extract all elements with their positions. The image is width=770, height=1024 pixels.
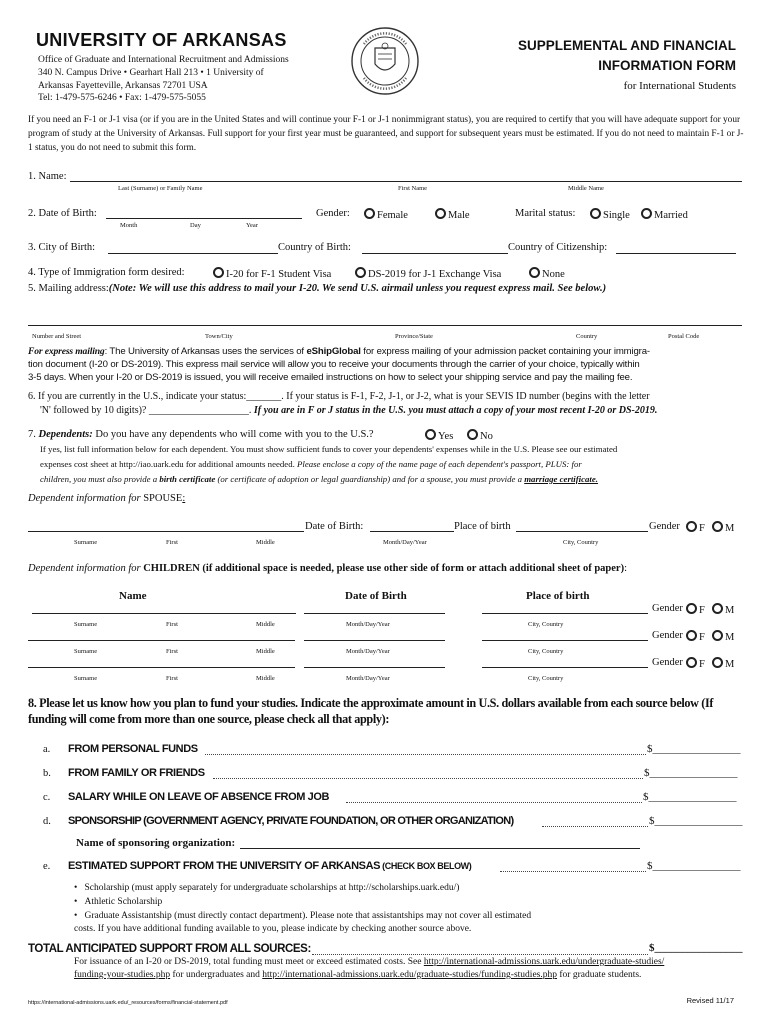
spouse-heading-strong: SPOUSE [143,493,183,504]
name-middle-caption: Middle Name [568,185,604,192]
address-country-caption: Country [576,333,598,340]
funding-e-letter: e. [43,861,51,872]
spouse-heading-text: Dependent information for [28,493,144,504]
radio-icon[interactable] [590,208,601,219]
gender-label: Gender: [316,208,350,219]
funding-e-text: ESTIMATED SUPPORT FROM THE UNIVERSITY OF ARKANSAS [68,860,381,872]
status-question-line-1: 6. If you are currently in the U.S., indicate your status:_______. If your status is F-1, F-2, J-1, or J-2, what is your SEVIS ID number (begins with the letter [28,391,650,402]
marriage-certificate-text: marriage certificate. [524,474,598,484]
express-text-2: for express mailing of your admission packet containing your immigra- [360,346,650,357]
bullet-athletic[interactable] [74,897,162,907]
gender-female-option[interactable] [364,208,408,221]
immigration-form-label: 4. Type of Immigration form desired: [28,267,185,278]
name-input-line[interactable] [70,181,742,182]
dependents-label: Dependents: [38,429,93,440]
bullet-icon: • [74,883,85,893]
child-1-first-caption: First [166,621,178,628]
child-3-pob-input[interactable] [482,667,648,668]
spouse-dob-input[interactable] [370,531,454,532]
birth-certificate-text: birth certificate [159,474,216,484]
child-1-gender-label: Gender [652,603,683,614]
undergrad-funding-link[interactable]: http://international-admissions.uark.edu/undergraduate-studies/ [423,957,665,967]
dependents-info-line-3 [40,474,598,484]
dependents-yes-option[interactable] [425,429,453,442]
funding-b-amount[interactable]: $________________ [644,767,738,779]
child-2-gender-label: Gender [652,630,683,641]
children-col-pob: Place of birth [526,590,590,602]
spouse-gender-m-label: M [725,523,735,534]
radio-icon[interactable] [686,657,697,668]
child-1-name-input[interactable] [32,613,296,614]
funding-a-letter: a. [43,744,51,755]
spouse-heading [28,493,185,504]
sponsor-name-input[interactable] [240,848,640,849]
funding-c-label: SALARY WHILE ON LEAVE OF ABSENCE FROM JOB [68,791,330,803]
gender-female-label: Female [377,210,408,221]
children-col-dob: Date of Birth [345,590,407,602]
intro-paragraph: If you need an F-1 or J-1 visa (or if you are in the United States and will continue your F-1 or J-1 nonimmigrant status), you are required to certify that you will have adequate support for your program of study at the University of Arkansas. Full support for your first year must be guaranteed, and support for subsequent years must be estimated. If you do not need to maintain F-1 or J-1 status, you do not need to submit this form. [28,115,744,153]
undergrad-funding-link-cont[interactable]: funding-your-studies.php [74,970,171,980]
name-first-caption: First Name [398,185,428,192]
gender-male-option[interactable] [435,208,470,221]
child-3-first-caption: First [166,675,178,682]
immigration-i20-label: I-20 for F-1 Student Visa [226,269,332,280]
child-1-gender-f-label: F [699,605,705,616]
form-title-line-2: INFORMATION FORM [598,58,736,73]
dob-label: 2. Date of Birth: [28,208,97,219]
express-lead: For express mailing [28,346,105,357]
city-of-birth-label: 3. City of Birth: [28,242,96,253]
funding-a-leader [205,754,646,755]
total-note-line-2 [74,970,641,980]
radio-icon[interactable] [364,208,375,219]
spouse-pob-input[interactable] [516,531,648,532]
radio-icon[interactable] [467,429,478,440]
name-last-caption: Last (Surname) or Family Name [118,185,203,192]
child-2-gender-f-option[interactable] [686,630,705,643]
spouse-mdy-caption: Month/Day/Year [383,539,427,546]
country-of-birth-label: Country of Birth: [278,242,351,253]
radio-icon[interactable] [425,429,436,440]
funding-c-leader [346,802,642,803]
spouse-name-input[interactable] [28,531,304,532]
dependents-yes-label: Yes [438,431,454,442]
funding-e-leader [500,871,646,872]
bullet-icon: • [74,897,85,907]
marital-married-option[interactable] [641,208,688,221]
immigration-ds2019-option[interactable] [355,267,501,280]
phone-fax: Tel: 1-479-575-6246 • Fax: 1-479-575-5055 [38,93,206,103]
radio-icon[interactable] [213,267,224,278]
funding-b-label: FROM FAMILY OR FRIENDS [68,767,205,779]
spouse-gender-label: Gender [649,521,680,532]
total-note-text-2: for undergraduates and [170,970,263,980]
radio-icon[interactable] [355,267,366,278]
bullet-athletic-text: Athletic Scholarship [84,897,163,907]
dependents-number: 7. [28,429,39,440]
funding-e-sub: (CHECK BOX BELOW) [380,861,472,871]
radio-icon[interactable] [686,521,697,532]
spouse-citycountry-caption: City, Country [563,539,599,546]
child-1-citycountry-caption: City, Country [528,621,564,628]
bullet-scholarship[interactable] [74,883,459,893]
gender-male-label: Male [448,210,470,221]
citizenship-input[interactable] [616,253,736,254]
radio-icon[interactable] [641,208,652,219]
spouse-pob-label: Place of birth [454,521,511,532]
total-note-text: For issuance of an I-20 or DS-2019, total funding must meet or exceed estimated costs. See [74,957,424,967]
express-text: : The University of Arkansas uses the services of [104,346,307,357]
child-3-gender-f-option[interactable] [686,657,705,670]
dependents-question-text: Do you have any dependents who will come with you to the U.S.? [92,429,374,440]
funding-question: 8. Please let us know how you plan to fund your studies. Indicate the approximate amount in U.S. dollars available from each source below (If funding will come from more than one source, please check all that apply): [28,696,714,726]
radio-icon[interactable] [686,630,697,641]
marital-status-label: Marital status: [515,208,576,219]
spouse-first-caption: First [166,539,178,546]
child-2-gender-m-option[interactable] [712,630,734,643]
dob-input-line[interactable] [106,218,302,219]
child-1-middle-caption: Middle [256,621,275,628]
express-line-2: tion document (I-20 or DS-2019). This express mail service will allow you to receive your documents through the carrier of your choice, typically within [28,359,640,370]
dependents-info-line-1: If yes, list full information below for each dependent. You must show sufficient funds to cover your dependents' expenses while in the U.S. Please see our estimated [40,444,618,454]
dependents-cost-note: expenses cost sheet at http://iao.uark.edu for additional amounts needed. [40,459,297,469]
child-3-gender-m-label: M [725,659,735,670]
address-line-2: Arkansas Fayetteville, Arkansas 72701 USA [38,81,208,91]
total-label: TOTAL ANTICIPATED SUPPORT FROM ALL SOURCES: [28,943,311,955]
child-2-pob-input[interactable] [482,640,648,641]
mailing-address-row [28,283,606,294]
radio-icon[interactable] [529,267,540,278]
funding-b-leader [213,778,643,779]
dependents-question [28,429,374,440]
total-note-line-1 [74,957,664,967]
university-name: UNIVERSITY OF ARKANSAS [36,30,287,50]
immigration-none-label: None [542,269,565,280]
dependents-passport-note: Please enclose a copy of the name page of each dependent's passport, PLUS: for [297,459,582,469]
child-1-mdy-caption: Month/Day/Year [346,621,390,628]
radio-icon[interactable] [712,657,723,668]
spouse-heading-colon: : [182,493,186,504]
marital-married-label: Married [654,210,688,221]
funding-d-amount[interactable]: $________________ [649,815,743,827]
dob-month-caption: Month [120,222,138,229]
address-town-caption: Town/City [205,333,233,340]
funding-c-letter: c. [43,792,51,803]
child-2-gender-f-label: F [699,632,705,643]
child-2-dob-input[interactable] [304,640,445,641]
child-3-dob-input[interactable] [304,667,445,668]
marital-single-option[interactable] [590,208,630,221]
child-2-middle-caption: Middle [256,648,275,655]
child-1-dob-input[interactable] [304,613,445,614]
spouse-dob-label: Date of Birth: [305,521,364,532]
child-1-surname-caption: Surname [74,621,98,628]
spouse-doc-note: (or certificate of adoption or legal guardianship) and for a spouse, you must provide a [215,474,525,484]
child-3-citycountry-caption: City, Country [528,675,564,682]
child-2-citycountry-caption: City, Country [528,648,564,655]
radio-icon[interactable] [712,630,723,641]
citizenship-label: Country of Citizenship: [508,242,608,253]
funding-a-amount[interactable]: $________________ [647,743,741,755]
child-1-gender-m-label: M [725,605,735,616]
bullet-scholarship-text: Scholarship (must apply separately for undergraduate scholarships at http://scholarships.uark.edu/) [84,883,460,893]
child-2-name-input[interactable] [28,640,295,641]
express-line-3: 3-5 days. When your I-20 or DS-2019 is issued, you will receive emailed instructions on how to select your shipping service and pay the mailing fee. [28,372,633,383]
funding-e-label [68,860,471,872]
children-col-name: Name [119,590,147,602]
child-3-surname-caption: Surname [74,675,98,682]
children-doc-note: children, you must also provide a [40,474,160,484]
immigration-none-option[interactable] [529,267,565,280]
status-attach-note: If you are in F or J status in the U.S. you must attach a copy of your most recent I-20 or DS-2019. [253,405,658,416]
status-question-line-2 [40,405,657,416]
funding-d-label: SPONSORSHIP (GOVERNMENT AGENCY, PRIVATE FOUNDATION, OR OTHER ORGANIZATION) [68,815,514,827]
total-amount[interactable]: $________________ [649,942,743,954]
spouse-surname-caption: Surname [74,539,98,546]
spouse-gender-f-label: F [699,523,705,534]
form-title-line-1: SUPPLEMENTAL AND FINANCIAL [518,38,736,53]
spouse-middle-caption: Middle [256,539,275,546]
form-subtitle: for International Students [623,80,736,92]
radio-icon[interactable] [686,603,697,614]
funding-c-amount[interactable]: $________________ [643,791,737,803]
marital-single-label: Single [603,210,630,221]
child-2-first-caption: First [166,648,178,655]
child-3-middle-caption: Middle [256,675,275,682]
child-2-surname-caption: Surname [74,648,98,655]
sponsor-name-label: Name of sponsoring organization: [76,837,236,849]
address-postal-caption: Postal Code [668,333,700,340]
child-1-gender-f-option[interactable] [686,603,705,616]
child-1-gender-m-option[interactable] [712,603,734,616]
funding-d-leader [542,826,648,827]
mailing-address-label: 5. Mailing address: [28,283,109,294]
radio-icon[interactable] [712,521,723,532]
immigration-i20-option[interactable] [213,267,331,280]
child-3-gender-m-option[interactable] [712,657,734,670]
spouse-gender-f-option[interactable] [686,521,705,534]
children-heading [28,563,627,574]
city-of-birth-input[interactable] [108,253,278,254]
express-line-1 [28,346,650,357]
child-2-gender-m-label: M [725,632,735,643]
children-heading-text: Dependent information for [28,563,144,574]
dob-year-caption: Year [246,222,258,229]
child-3-name-input[interactable] [28,667,295,668]
child-3-mdy-caption: Month/Day/Year [346,675,390,682]
children-heading-strong: CHILDREN (if additional space is needed, please use other side of form or attach additional sheet of paper) [143,563,625,574]
bullet-assistantship-text: Graduate Assistantship (must directly contact department). Please note that assistantships may not cover all estimated [84,911,532,921]
express-brand: eShipGlobal [306,346,361,357]
dependents-info-line-2 [40,459,582,469]
office-name: Office of Graduate and International Recruitment and Admissions [38,55,289,65]
bullet-icon: • [74,911,85,921]
immigration-ds2019-label: DS-2019 for J-1 Exchange Visa [368,269,502,280]
funding-d-letter: d. [43,816,51,827]
bullet-continuation: costs. If you have additional funding available to you, please indicate by checking another source above. [74,924,472,934]
bullet-assistantship[interactable] [74,911,531,921]
radio-icon[interactable] [712,603,723,614]
footer-url: https://international-admissions.uark.edu/_resources/forms/financial-statement.pdf [28,1000,228,1006]
dependents-no-option[interactable] [467,429,493,442]
funding-b-letter: b. [43,768,51,779]
child-1-pob-input[interactable] [482,613,648,614]
funding-e-amount[interactable]: $________________ [647,860,741,872]
radio-icon[interactable] [435,208,446,219]
mailing-address-input[interactable] [28,325,742,326]
funding-a-label: FROM PERSONAL FUNDS [68,743,198,755]
spouse-gender-m-option[interactable] [712,521,734,534]
address-province-caption: Province/State [395,333,433,340]
sevis-id-prompt: 'N' followed by 10 digits)? ____________________. [40,405,254,416]
child-3-gender-f-label: F [699,659,705,670]
name-label: 1. Name: [28,171,67,182]
child-3-gender-label: Gender [652,657,683,668]
footer-revised: Revised 11/17 [686,996,734,1005]
children-heading-colon: : [624,563,627,574]
grad-funding-link[interactable]: http://international-admissions.uark.edu/graduate-studies/funding-studies.php [262,970,557,980]
child-2-mdy-caption: Month/Day/Year [346,648,390,655]
dob-day-caption: Day [190,222,201,229]
university-seal [350,26,420,96]
mailing-address-note: (Note: We will use this address to mail your I-20. We send U.S. airmail unless you request express mail. See below.) [108,283,607,294]
total-leader [312,954,648,955]
address-street-caption: Number and Street [32,333,82,340]
address-line-1: 340 N. Campus Drive • Gearhart Hall 213 • 1 University of [38,68,264,78]
country-of-birth-input[interactable] [362,253,508,254]
total-note-text-3: for graduate students. [557,970,642,980]
dependents-no-label: No [480,431,493,442]
